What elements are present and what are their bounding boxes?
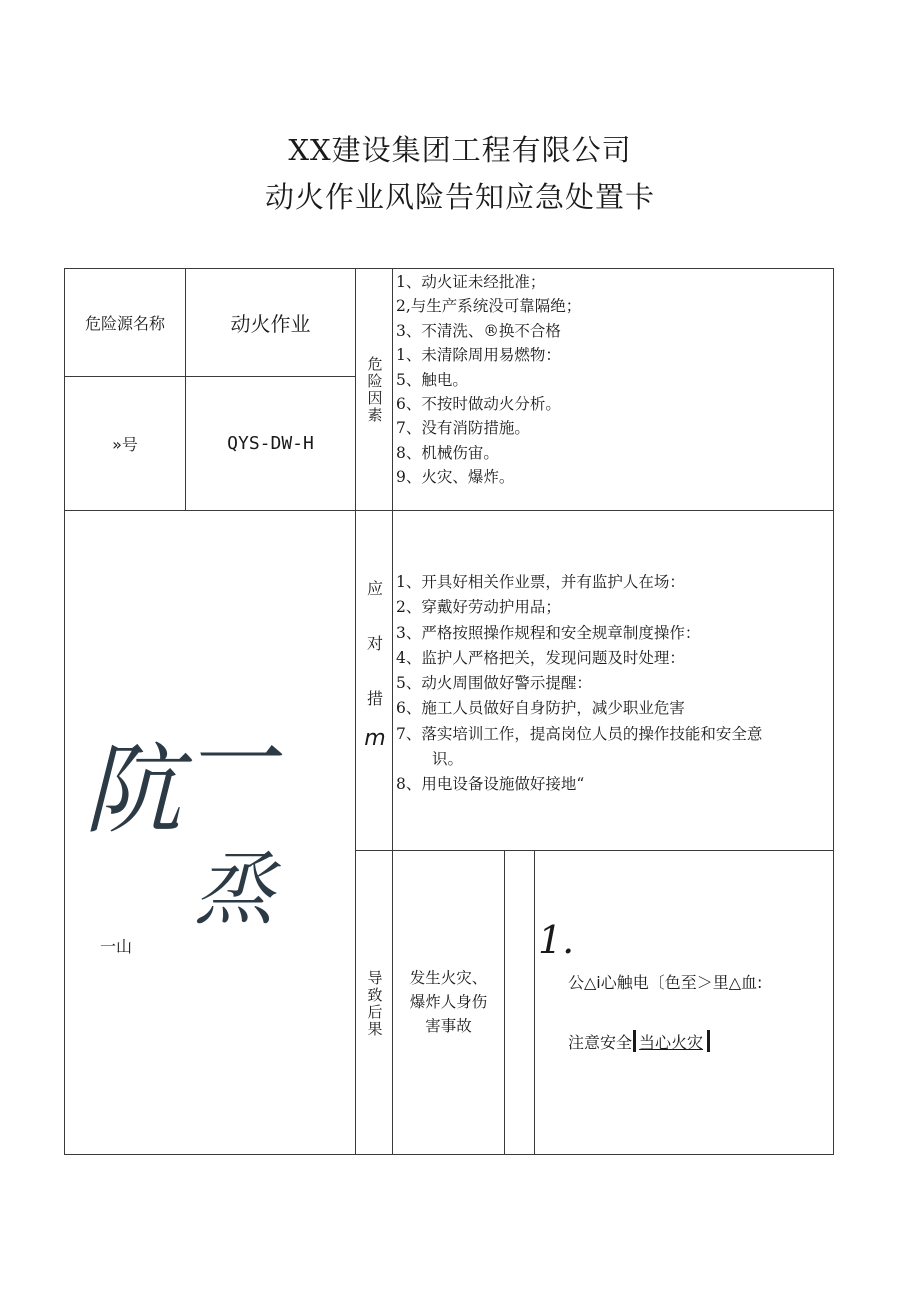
list-item: 3、严格按照操作规程和安全规章制度操作： xyxy=(396,623,701,642)
list-item: 8、用电设备设施做好接地“ xyxy=(396,775,585,794)
hazard-name-value: 动火作业 xyxy=(230,312,311,336)
list-item: 9、火灾、爆炸。 xyxy=(396,468,515,487)
list-item: 8、机械伤宙。 xyxy=(396,443,499,462)
hazard-name-label: 危险源名称 xyxy=(84,314,165,333)
list-item: 1、动火证未经批准； xyxy=(396,273,546,291)
consequences-text: 发生火灾、 爆炸人身伤 害事故 xyxy=(409,969,488,1035)
list-item: 2、穿戴好劳动护用品； xyxy=(396,598,561,617)
list-item: 6、施工人员做好自身防护，减少职业危害 xyxy=(396,699,685,718)
measures-list xyxy=(396,570,762,798)
list-item: 识。 xyxy=(432,750,464,769)
sign-line-1: 公△i心触电〔色至＞里△血: xyxy=(568,973,763,992)
list-item: 6、不按时做动火分析。 xyxy=(396,395,561,414)
card-title: 动火作业风险告知应急处置卡 xyxy=(264,180,655,214)
risk-factors-list xyxy=(396,270,581,490)
code-label: »号 xyxy=(112,435,138,454)
list-item: 7、落实培训工作，提高岗位人员的操作技能和安全意 xyxy=(396,724,763,743)
list-item: 3、不清洗、®换不合格 xyxy=(396,321,561,340)
list-item: 4、监护人严格把关，发现问题及时处理： xyxy=(396,648,685,667)
sign-number: 1. xyxy=(538,918,575,962)
list-item: 5、动火周围做好警示提醒： xyxy=(396,674,592,693)
consequences-label: 导 致 后 果 xyxy=(367,969,383,1038)
list-item: 5、触电。 xyxy=(396,370,468,389)
code-value: QYS-DW-H xyxy=(227,433,314,454)
list-item: 2,与生产系统没可靠隔绝； xyxy=(396,297,582,316)
company-title: XX建设集团工程有限公司 xyxy=(288,133,632,167)
list-item: 7、没有消防措施。 xyxy=(396,419,530,438)
list-item: 1、未清除周用易燃物： xyxy=(396,346,561,365)
risk-factors-label: 危 险 因 素 xyxy=(367,355,383,424)
list-item: 1、开具好相关作业票，并有监护人在场： xyxy=(396,573,685,591)
measures-label: 应 对 措 m xyxy=(364,579,386,751)
sign-line-2: 注意安全 当心火灾 xyxy=(568,1030,710,1053)
